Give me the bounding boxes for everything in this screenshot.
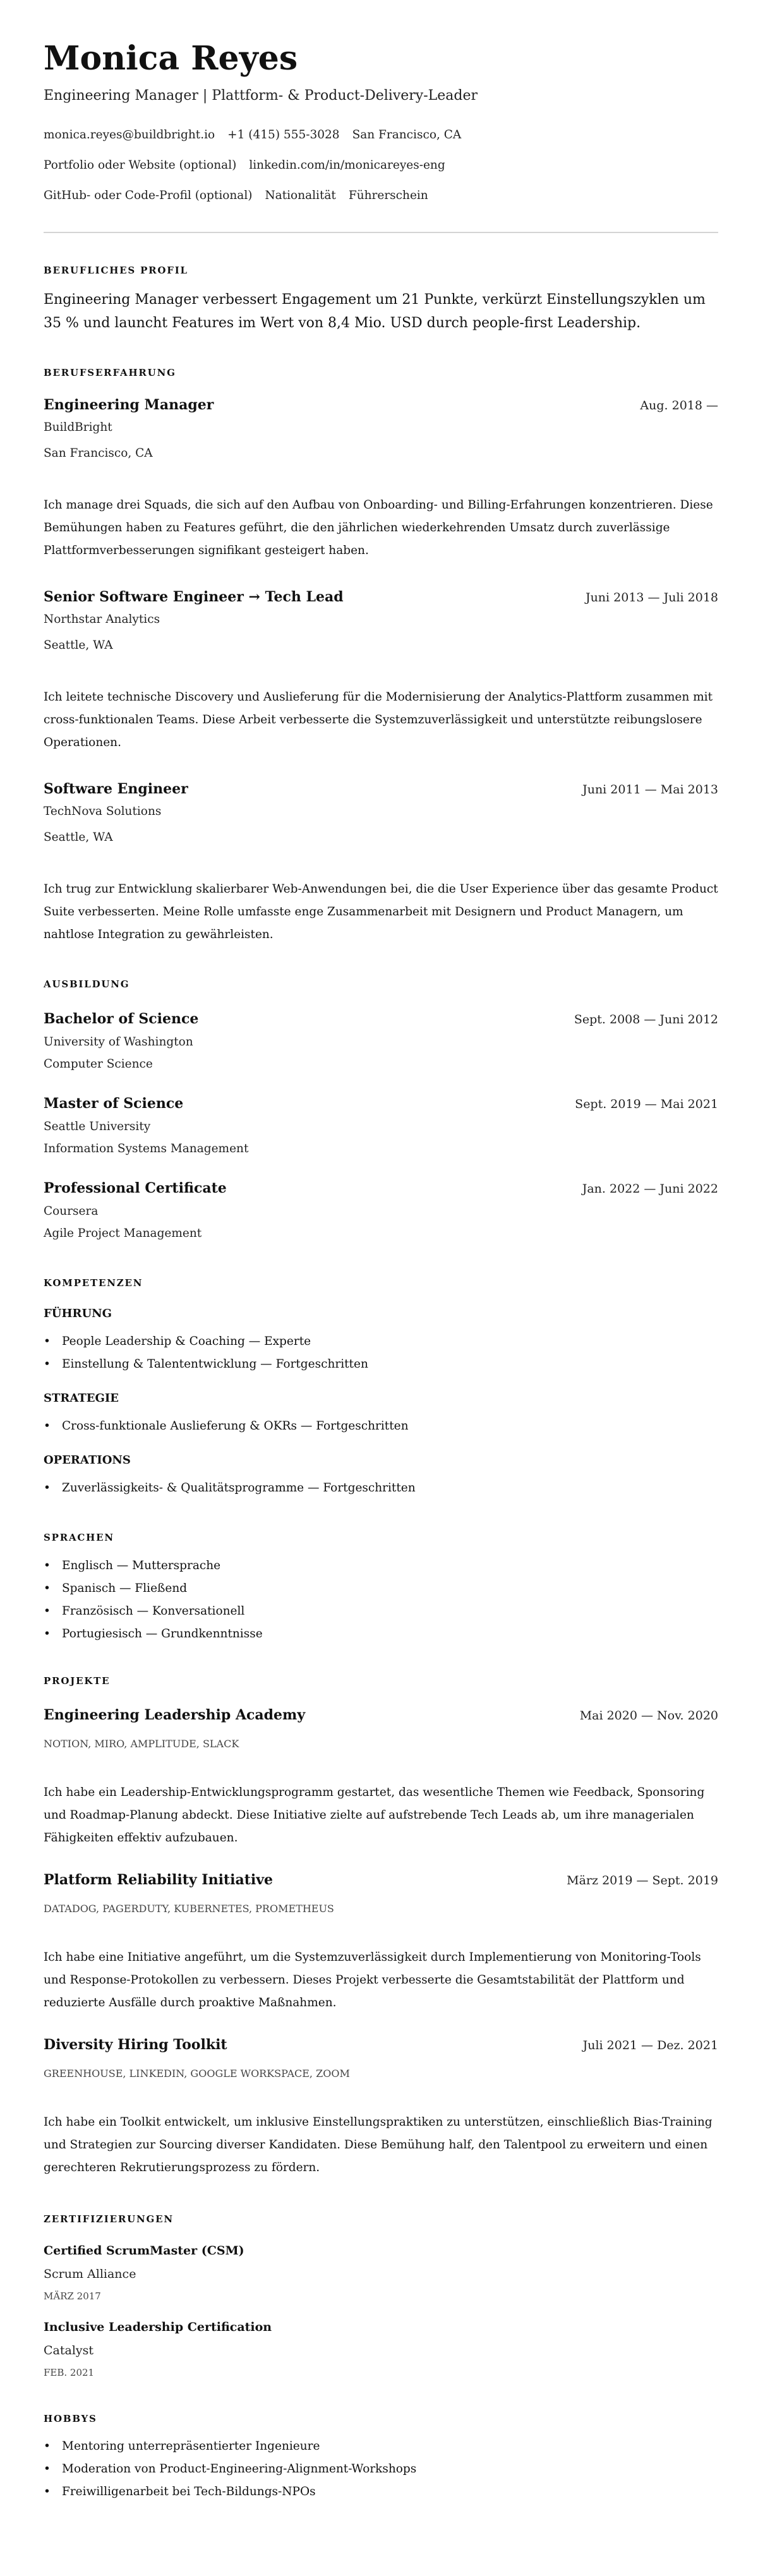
degree: Professional Certificate (44, 1180, 227, 1196)
job-entry (44, 587, 718, 754)
language: Französisch — Konversationell (62, 1604, 245, 1618)
bullet-icon: • (44, 1357, 51, 1371)
job-location: San Francisco, CA (44, 447, 153, 460)
certification-entry (44, 2242, 718, 2303)
list-item (44, 1555, 718, 1577)
project-entry (44, 2035, 718, 2179)
job-company: BuildBright (44, 421, 112, 434)
list-item (44, 1330, 718, 1353)
bullet-icon: • (44, 2485, 51, 2498)
location: San Francisco, CA (352, 128, 462, 141)
nationality: Nationalität (265, 189, 336, 202)
skill: Cross-funktionale Auslieferung & OKRs — Fortgeschritten (62, 1419, 409, 1433)
school: University of Washington (44, 1035, 193, 1049)
candidate-name: Monica Reyes (44, 39, 298, 78)
job-description: Ich trug zur Entwicklung skalierbarer Web-Anwendungen bei, die die User Experience über das gesamte Product Suite verbesserten. Meine Rolle umfasste enge Zusammenarbeit mit Designern und Product Managern, um nahtlose Integration zu gewährleisten. (44, 882, 718, 941)
skill-group-title: STRATEGIE (44, 1392, 119, 1405)
list-item (44, 1600, 718, 1623)
hobby: Moderation von Product-Engineering-Alignment-Workshops (62, 2462, 417, 2476)
contact-line (44, 126, 718, 144)
job-location: Seattle, WA (44, 831, 113, 844)
skill: Zuverlässigkeits- & Qualitätsprogramme — Fortgeschritten (62, 1481, 416, 1495)
skill-list (44, 1415, 718, 1438)
bullet-icon: • (44, 1335, 51, 1348)
section-heading-profile: BERUFLICHES PROFIL (44, 265, 188, 276)
list-item (44, 2458, 718, 2481)
section-heading-education: AUSBILDUNG (44, 978, 130, 990)
job-location: Seattle, WA (44, 639, 113, 652)
email-link[interactable]: monica.reyes@buildbright.io (44, 128, 215, 141)
list-item (44, 2481, 718, 2503)
divider (44, 232, 718, 233)
job-title: Software Engineer (44, 781, 188, 797)
bullet-icon: • (44, 1559, 51, 1572)
education-entry (44, 1179, 718, 1243)
education-entry (44, 1094, 718, 1158)
contact-line (44, 157, 718, 174)
project-entry (44, 1870, 718, 2014)
skill-list (44, 1477, 718, 1500)
certification-name: Certified ScrumMaster (CSM) (44, 2244, 244, 2258)
project-tools: NOTION, MIRO, AMPLITUDE, SLACK (44, 1738, 239, 1750)
hobby: Freiwilligenarbeit bei Tech-Bildungs-NPOs (62, 2485, 316, 2498)
field-of-study: Agile Project Management (44, 1227, 202, 1240)
job-title: Engineering Manager (44, 397, 214, 413)
bullet-icon: • (44, 1627, 51, 1640)
section-heading-certifications: ZERTIFIZIERUNGEN (44, 2213, 174, 2225)
profile-summary: Engineering Manager verbessert Engagement um 21 Punkte, verkürzt Einstellungszyklen um 35 % und launcht Features im Wert von 8,4 Mio. USD durch people-first Leadership. (44, 292, 706, 331)
certification-date: FEB. 2021 (44, 2367, 95, 2378)
list-item (44, 1577, 718, 1600)
phone: +1 (415) 555-3028 (227, 128, 340, 141)
section-heading-experience: BERUFSERFAHRUNG (44, 367, 176, 378)
language: Portugiesisch — Grundkenntnisse (62, 1627, 263, 1640)
project-date: März 2019 — Sept. 2019 (567, 1874, 718, 1887)
job-date: Aug. 2018 — (640, 399, 718, 412)
bullet-icon: • (44, 2462, 51, 2476)
job-company: TechNova Solutions (44, 805, 162, 818)
education-date: Sept. 2019 — Mai 2021 (575, 1097, 718, 1111)
project-date: Juli 2021 — Dez. 2021 (582, 2038, 718, 2052)
list-item (44, 2435, 718, 2458)
education-date: Jan. 2022 — Juni 2022 (582, 1182, 718, 1196)
education-date: Sept. 2008 — Juni 2012 (574, 1013, 718, 1026)
drivers-license: Führerschein (348, 189, 428, 202)
language: Englisch — Muttersprache (62, 1559, 221, 1572)
bullet-icon: • (44, 2440, 51, 2453)
project-title: Engineering Leadership Academy (44, 1707, 306, 1723)
hobby: Mentoring unterrepräsentierter Ingenieure (62, 2440, 320, 2453)
project-entry (44, 1706, 718, 1850)
skill-group-title: FÜHRUNG (44, 1307, 112, 1320)
skill-list (44, 1330, 718, 1376)
list-item (44, 1477, 718, 1500)
project-description: Ich habe eine Initiative angeführt, um die Systemzuverlässigkeit durch Implementierung von Monitoring-Tools und Response-Protokollen zu verbessern. Dieses Projekt verbesserte die Gesamtstabilität der Plattform und reduzierte Ausfälle durch proaktive Maßnahmen. (44, 1951, 701, 2009)
headline: Engineering Manager | Plattform- & Product-Delivery-Leader (44, 88, 478, 104)
list-item (44, 1415, 718, 1438)
field-of-study: Computer Science (44, 1057, 153, 1071)
bullet-icon: • (44, 1419, 51, 1433)
job-description: Ich leitete technische Discovery und Auslieferung für die Modernisierung der Analytics-Plattform zusammen mit cross-funktionalen Teams. Diese Arbeit verbesserte die Systemzuverlässigkeit und unterstützte reibungslosere Operationen. (44, 690, 713, 749)
bullet-icon: • (44, 1582, 51, 1595)
certification-date: MÄRZ 2017 (44, 2290, 101, 2302)
school: Seattle University (44, 1120, 151, 1133)
degree: Master of Science (44, 1095, 184, 1112)
project-title: Diversity Hiring Toolkit (44, 2037, 227, 2053)
certification-entry (44, 2319, 718, 2380)
section-heading-projects: PROJEKTE (44, 1675, 111, 1687)
school: Coursera (44, 1205, 99, 1218)
list-item (44, 1353, 718, 1376)
section-heading-skills: KOMPETENZEN (44, 1277, 143, 1289)
certification-issuer: Scrum Alliance (44, 2267, 136, 2281)
job-company: Northstar Analytics (44, 613, 160, 626)
section-heading-hobbies: HOBBYS (44, 2413, 97, 2424)
certification-issuer: Catalyst (44, 2344, 94, 2357)
job-entry (44, 779, 718, 946)
portfolio-link[interactable]: Portfolio oder Website (optional) (44, 159, 237, 172)
bullet-icon: • (44, 1481, 51, 1495)
job-description: Ich manage drei Squads, die sich auf den Aufbau von Onboarding- und Billing-Erfahrungen konzentrieren. Diese Bemühungen haben zu Features geführt, die den jährlichen wiederkehrenden Umsatz durch zuverlässige Plattformverbesserungen signifikant gesteigert haben. (44, 498, 713, 557)
project-tools: GREENHOUSE, LINKEDIN, GOOGLE WORKSPACE, ZOOM (44, 2067, 350, 2079)
project-description: Ich habe ein Toolkit entwickelt, um inklusive Einstellungspraktiken zu unterstützen, einschließlich Bias-Training und Strategien zur Sourcing diverser Kandidaten. Diese Bemühung half, den Talentpool zu erweitern und einen gerechteren Rekrutierungsprozess zu fördern. (44, 2116, 713, 2174)
section-heading-languages: SPRACHEN (44, 1532, 114, 1543)
project-description: Ich habe ein Leadership-Entwicklungsprogramm gestartet, das wesentliche Themen wie Feedback, Sponsoring und Roadmap-Planung abdeckt. Diese Initiative zielte auf aufstrebende Tech Leads ab, um ihre managerialen Fähigkeiten effektiv aufzubauen. (44, 1786, 705, 1845)
job-date: Juni 2011 — Mai 2013 (582, 783, 718, 797)
linkedin-link[interactable]: linkedin.com/in/monicareyes-eng (249, 159, 445, 172)
field-of-study: Information Systems Management (44, 1142, 249, 1155)
github-link[interactable]: GitHub- oder Code-Profil (optional) (44, 189, 253, 202)
skill-group-title: OPERATIONS (44, 1454, 131, 1467)
bullet-icon: • (44, 1604, 51, 1618)
language-list (44, 1555, 718, 1646)
contact-line (44, 187, 718, 205)
hobby-list (44, 2435, 718, 2503)
job-title: Senior Software Engineer → Tech Lead (44, 589, 344, 605)
education-entry (44, 1009, 718, 1073)
project-tools: DATADOG, PAGERDUTY, KUBERNETES, PROMETHEUS (44, 1903, 334, 1915)
skill: Einstellung & Talententwicklung — Fortgeschritten (62, 1357, 368, 1371)
skill: People Leadership & Coaching — Experte (62, 1335, 311, 1348)
list-item (44, 1623, 718, 1646)
language: Spanisch — Fließend (62, 1582, 188, 1595)
certification-name: Inclusive Leadership Certification (44, 2320, 272, 2334)
project-title: Platform Reliability Initiative (44, 1872, 274, 1888)
degree: Bachelor of Science (44, 1011, 199, 1027)
project-date: Mai 2020 — Nov. 2020 (579, 1709, 718, 1723)
job-entry (44, 395, 718, 562)
job-date: Juni 2013 — Juli 2018 (585, 591, 718, 605)
